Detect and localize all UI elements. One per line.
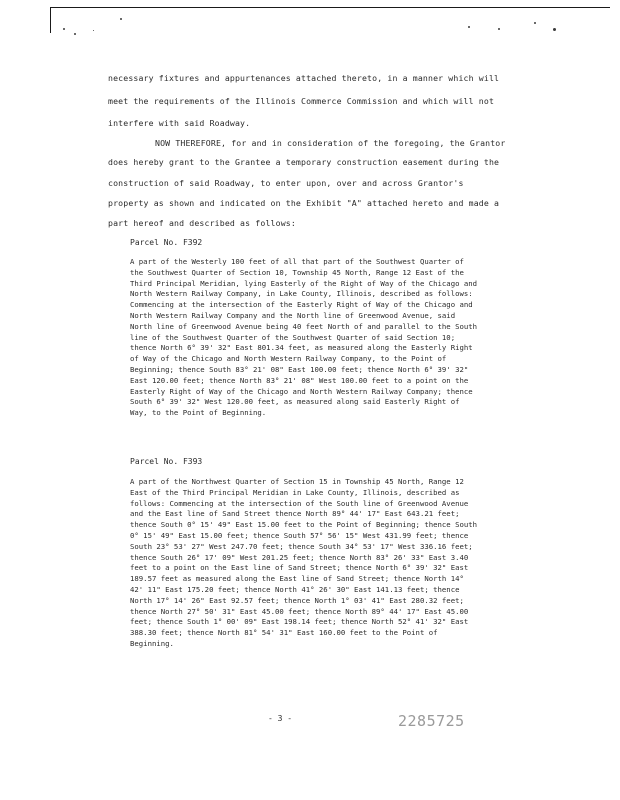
body-text-line: construction of said Roadway, to enter upon, over and across Grantor's: [108, 178, 464, 188]
scan-speck: [74, 33, 76, 35]
body-text-line: meet the requirements of the Illinois Commerce Commission and which will not: [108, 96, 495, 106]
scan-speck: [534, 22, 536, 24]
body-text-line: does hereby grant to the Grantee a temporary construction easement during the: [108, 157, 500, 167]
body-text-line: property as shown and indicated on the Exhibit "A" attached hereto and made a: [108, 198, 500, 208]
body-text-line: part hereof and described as follows:: [108, 218, 296, 228]
scan-speck: [120, 18, 122, 20]
scan-speck: [498, 28, 500, 30]
parcel-heading: Parcel No. F393: [130, 457, 203, 466]
page-number: - 3 -: [268, 714, 293, 723]
scan-border-top: [50, 7, 610, 8]
parcel-description: A part of the Northwest Quarter of Section 15 in Township 45 North, Range 12 East of the Third Principal Meridian in Lake County, Illinois, described as follows: Commencing at the intersection of the South line of Greenwood Avenue and the East line of Sand Street thence North 89° 44' 17" East 643.21 feet; thence South 0° 15' 49" East 15.00 feet to the Point of Beginning; thence South 0° 15' 49" East 15.00 feet; thence South 57° 56' 15" West 431.99 feet; thence South 23° 53' 27" West 247.70 feet; thence South 34° 53' 17" West 336.16 feet; thence South 26° 17' 09" West 201.25 feet; thence North 83° 26' 33" East 3.40 feet to a point on the East line of Sand Street; thence North 6° 39' 32" East 189.57 feet as measured along the East line of Sand Street; thence North 14° 42' 11" East 175.20 feet; thence North 41° 26' 30" East 141.13 feet; thence North 17° 14' 26" East 92.57 feet; thence North 1° 03' 41" East 280.32 feet; thence North 27° 50' 31" East 45.00 feet; thence North 89° 44' 17" East 45.00 feet; thence South 1° 00' 09" East 198.14 feet; thence North 52° 41' 32" East 388.30 feet; thence North 81° 54' 31" East 160.00 feet to the Point of Beginning.: [130, 477, 478, 648]
document-number-stamp: 2285725: [398, 712, 465, 730]
scan-speck: [553, 28, 556, 31]
scan-speck: [93, 30, 94, 31]
scan-speck: [468, 26, 470, 28]
parcel-description: A part of the Westerly 100 feet of all that part of the Southwest Quarter of the Southwest Quarter of Section 10, Township 45 North, Range 12 East of the Third Principal Meridian, lying Easterly of the Right of Way of the Chicago and North Western Railway Company, in Lake County, Illinois, described as follows: Commencing at the intersection of the Easterly Right of Way of the Chicago and North Western Railway Company and the North line of Greenwood Avenue, said North line of Greenwood Avenue being 40 feet North of and parallel to the South line of the Southwest Quarter of the Southwest Quarter of said Section 10; thence North 6° 39' 32" East 801.34 feet, as measured along the Easterly Right of Way of the Chicago and North Western Railway Company, to the Point of Beginning; thence South 83° 21' 08" East 100.00 feet; thence North 6° 39' 32" East 120.00 feet; thence North 83° 21' 08" West 100.00 feet to a point on the Easterly Right of Way of the Chicago and North Western Railway Company; thence South 6° 39' 32" West 120.00 feet, as measured along said Easterly Right of Way, to the Point of Beginning.: [130, 257, 478, 418]
body-text-line: NOW THEREFORE, for and in consideration of the foregoing, the Grantor: [155, 138, 506, 148]
scan-border-left: [50, 7, 51, 33]
body-text-line: necessary fixtures and appurtenances attached thereto, in a manner which will: [108, 73, 500, 83]
scan-speck: [63, 28, 65, 30]
parcel-heading: Parcel No. F392: [130, 238, 203, 247]
body-text-line: interfere with said Roadway.: [108, 118, 251, 128]
